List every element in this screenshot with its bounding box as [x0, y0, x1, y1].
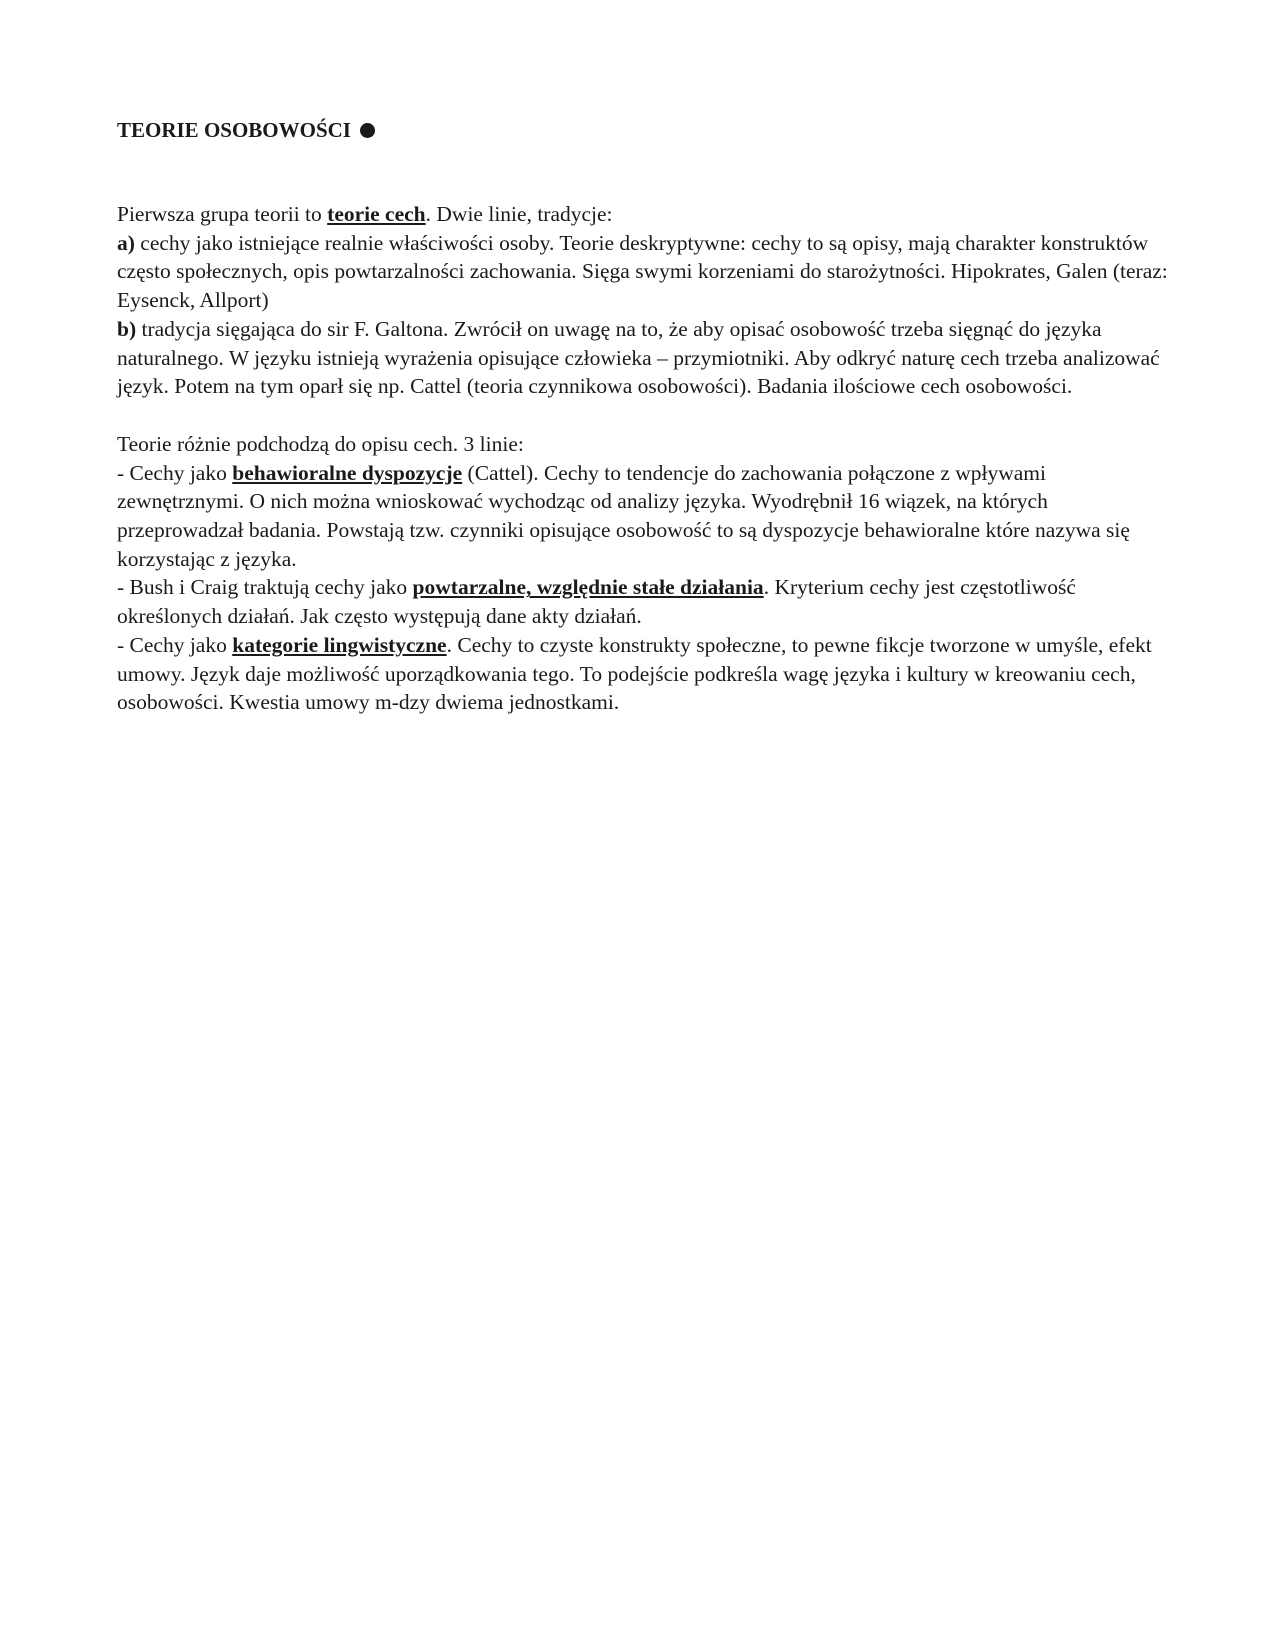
- spacer: [117, 401, 1177, 430]
- paragraph-b: [117, 315, 1177, 401]
- paragraph-intro: [117, 200, 1177, 229]
- item1-text-end: (Cattel). Cechy to tendencje do zachowania połączone z wpływami zewnętrznymi. O nich można wnioskować wychodząc od analizy języka. Wyodrębnił 16 wiązek, na których przeprowadzał badania. Powstają tzw. czynniki opisujące osobowość to są dyspozycje behawioralne które nazywa się korzystając z języka.: [117, 460, 1130, 571]
- label-a: a): [117, 230, 135, 255]
- intro-text-end: . Dwie linie, tradycje:: [425, 202, 613, 226]
- item2-text: - Bush i Craig traktują cechy jako: [117, 575, 413, 600]
- paragraph-a-text: cechy jako istniejące realnie właściwości osoby. Teorie deskryptywne: cechy to są opisy, mają charakter konstruktów często społecznych, opis powtarzalności zachowania. Sięga swymi korzeniami do starożytności. Hipokrates, Galen (teraz: Eysenck, Allport): [117, 230, 1168, 313]
- item3-text: - Cechy jako: [117, 632, 233, 657]
- keyword-powtarzalne-dzialania: powtarzalne, względnie stałe działania: [412, 575, 764, 600]
- label-b: b): [117, 316, 137, 341]
- keyword-teorie-cech: teorie cech: [327, 202, 426, 226]
- spacer: [117, 144, 1177, 200]
- section2-intro: Teorie różnie podchodzą do opisu cech. 3 linie:: [117, 431, 524, 456]
- list-item-behawioralne: [117, 459, 1177, 574]
- paragraph-b-text: tradycja sięgająca do sir F. Galtona. Zwrócił on uwagę na to, że aby opisać osobowość trzeba sięgnąć do języka naturalnego. W języku istnieją wyrażenia opisujące człowieka – przymiotniki. Aby odkryć naturę cech trzeba analizować język. Potem na tym oparł się np. Cattel (teoria czynnikowa osobowości). Badania ilościowe cech osobowości.: [117, 316, 1160, 399]
- document-title: [117, 116, 1177, 144]
- list-item-lingwistyczne: [117, 631, 1177, 717]
- paragraph-a: [117, 229, 1177, 315]
- bullet-dot-icon: [360, 123, 375, 138]
- item3-text-end: . Cechy to czyste konstrukty społeczne, to pewne fikcje tworzone w umyśle, efekt umowy. Język daje możliwość uporządkowania tego. To podejście podkreśla wagę języka i kultury w kreowaniu cech, osobowości. Kwestia umowy m-dzy dwiema jednostkami.: [117, 632, 1152, 715]
- list-item-powtarzalne: [117, 573, 1177, 630]
- title-text: TEORIE OSOBOWOŚCI: [117, 118, 351, 142]
- document-body: [117, 116, 1177, 717]
- keyword-kategorie-lingwistyczne: kategorie lingwistyczne: [232, 632, 447, 657]
- keyword-behawioralne-dyspozycje: behawioralne dyspozycje: [232, 460, 463, 485]
- intro-text: Pierwsza grupa teorii to: [117, 202, 328, 226]
- item2-text-end: . Kryterium cechy jest częstotliwość określonych działań. Jak często występują dane akty działań.: [117, 575, 1076, 629]
- item1-text: - Cechy jako: [117, 460, 233, 485]
